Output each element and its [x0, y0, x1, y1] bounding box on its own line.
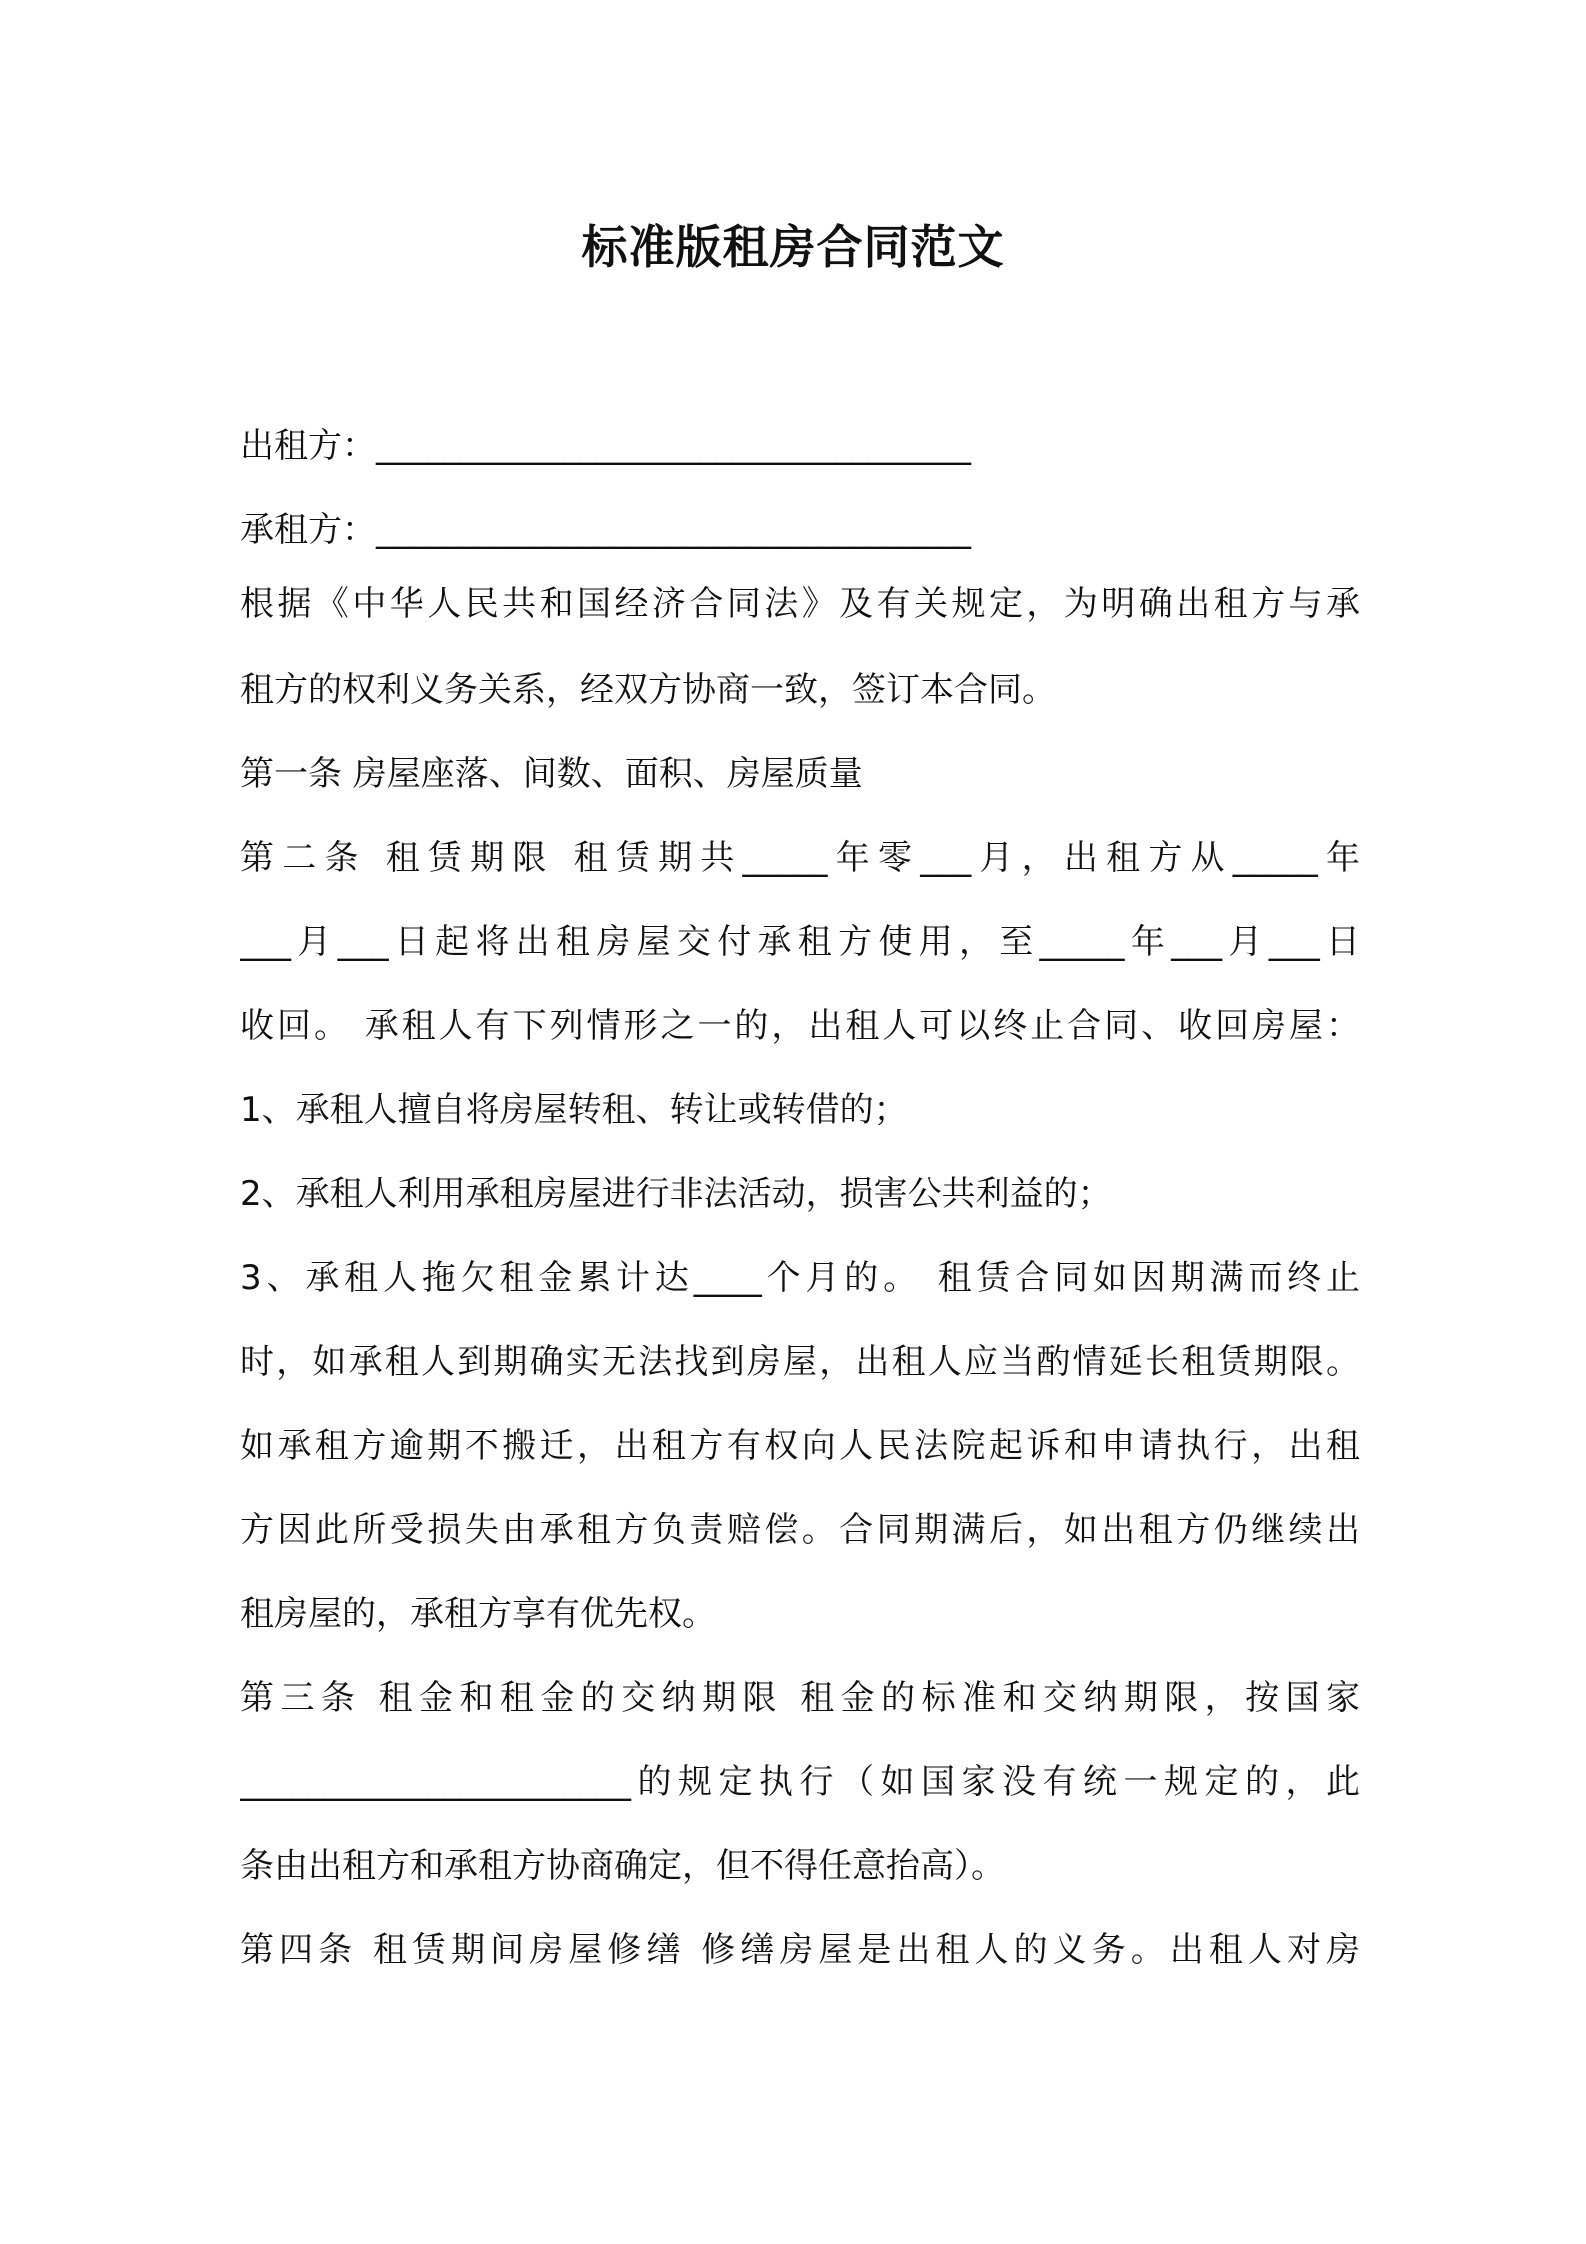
- document-title: 标准版租房合同范文: [581, 220, 1005, 274]
- paragraph-line: 租房屋的，承租方享有优先权。: [240, 1594, 716, 1634]
- paragraph-line: 第二条 租赁期限 租赁期共_____年零___月，出租方从_____年: [240, 838, 1360, 878]
- paragraph-line: 收回。 承租人有下列情形之一的，出租人可以终止合同、收回房屋：: [240, 1006, 1360, 1046]
- lessor-line: 出租方：___________________________________: [240, 426, 971, 466]
- paragraph-line: 条由出租方和承租方协商确定，但不得任意抬高）。: [240, 1846, 1005, 1886]
- list-item: 3、承租人拖欠租金累计达____个月的。 租赁合同如因期满而终止: [240, 1258, 1360, 1298]
- paragraph-line: 方因此所受损失由承租方负责赔偿。合同期满后，如出租方仍继续出: [240, 1510, 1360, 1550]
- list-item: 2、承租人利用承租房屋进行非法活动，损害公共利益的；: [240, 1174, 1112, 1214]
- article-heading: 第一条 房屋座落、间数、面积、房屋质量: [240, 754, 863, 794]
- lessee-line: 承租方：___________________________________: [240, 510, 971, 550]
- paragraph-line: 第四条 租赁期间房屋修缮 修缮房屋是出租人的义务。出租人对房: [240, 1930, 1360, 1970]
- paragraph-line: 时，如承租人到期确实无法找到房屋，出租人应当酌情延长租赁期限。: [240, 1342, 1360, 1382]
- paragraph-line: 如承租方逾期不搬迁，出租方有权向人民法院起诉和申请执行，出租: [240, 1426, 1360, 1466]
- list-item: 1、承租人擅自将房屋转租、转让或转借的；: [240, 1090, 908, 1130]
- paragraph-line: _______________________的规定执行（如国家没有统一规定的，此: [240, 1762, 1360, 1802]
- paragraph-line: 租方的权利义务关系，经双方协商一致，签订本合同。: [240, 670, 1056, 710]
- paragraph-line: 根据《中华人民共和国经济合同法》及有关规定，为明确出租方与承: [240, 584, 1360, 624]
- paragraph-line: 第三条 租金和租金的交纳期限 租金的标准和交纳期限，按国家: [240, 1678, 1360, 1718]
- paragraph-line: ___月___日起将出租房屋交付承租方使用，至_____年___月___日: [240, 922, 1360, 962]
